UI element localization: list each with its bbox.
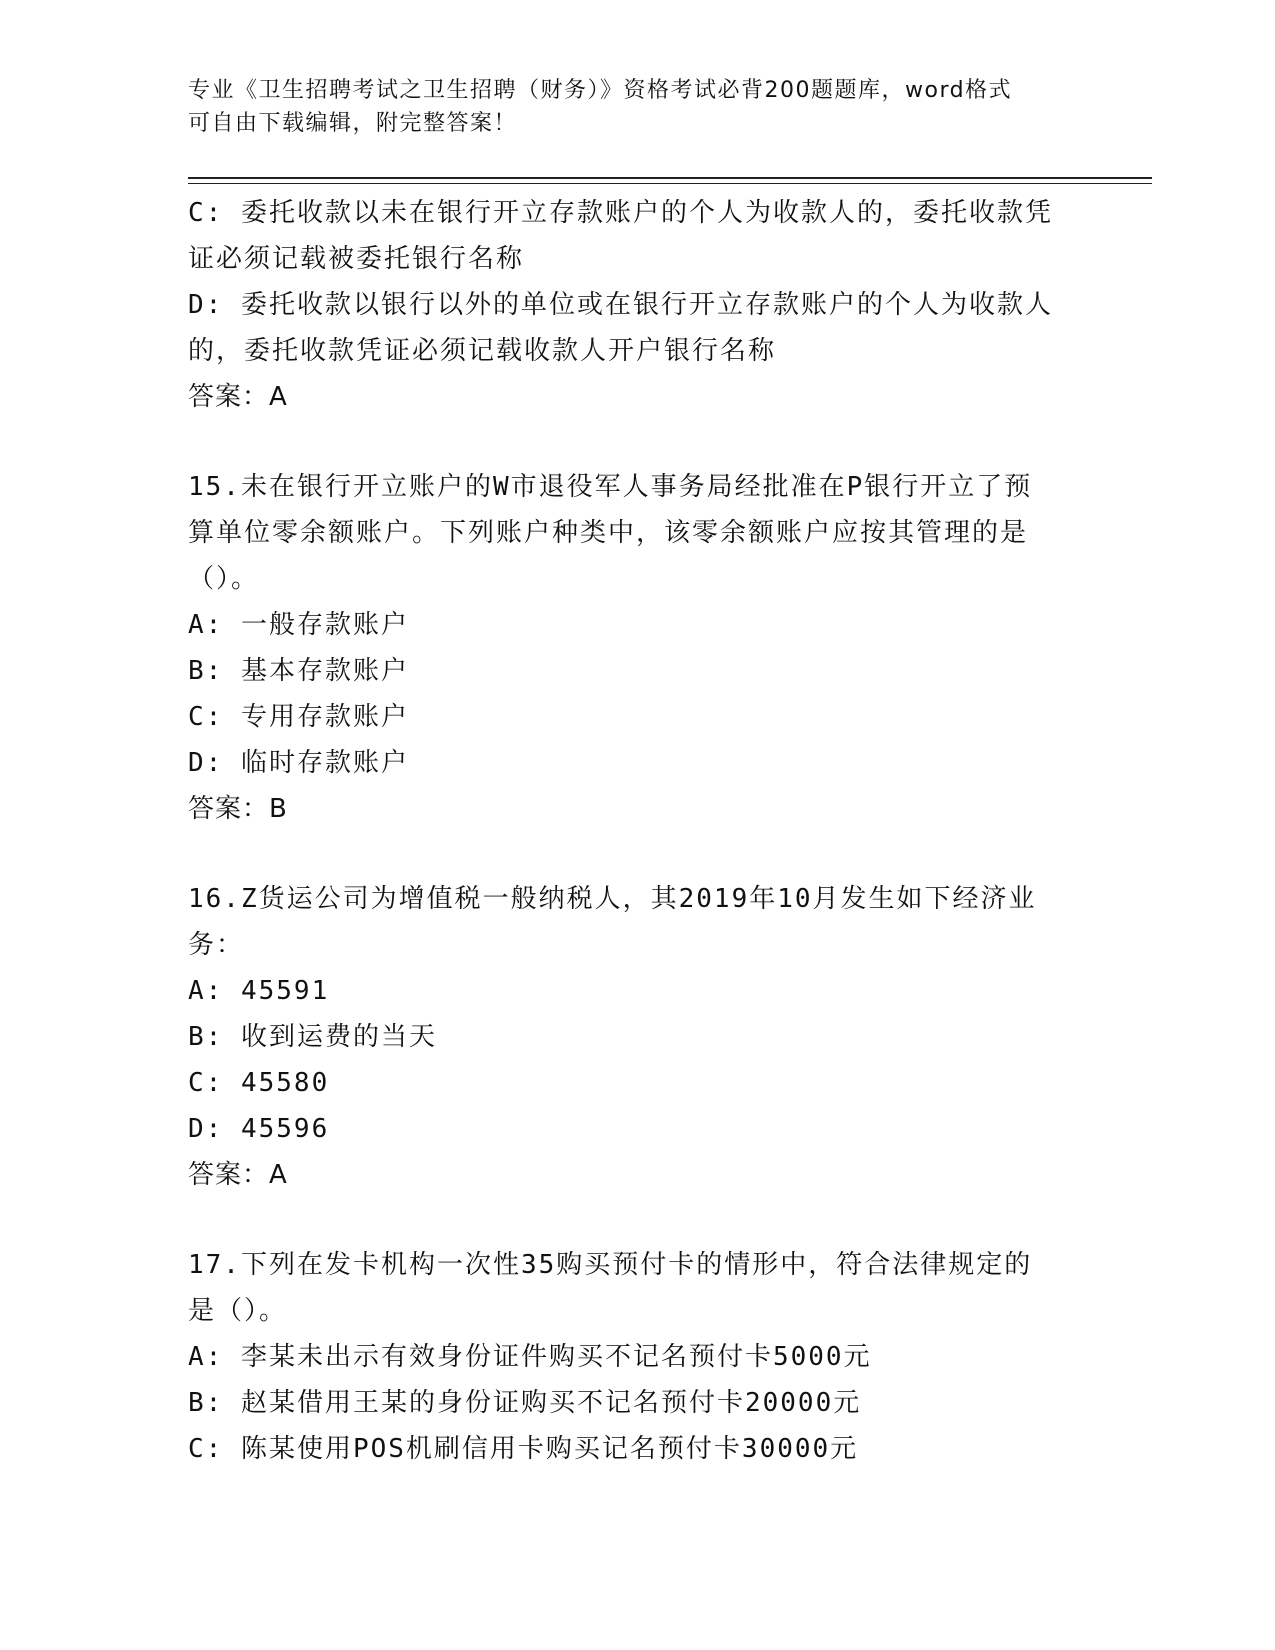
- q16-stem-line-1: 16.Z货运公司为增值税一般纳税人，其2019年10月发生如下经济业: [188, 884, 1037, 914]
- q14-option-c-line-2: 证必须记载被委托银行名称: [188, 244, 525, 274]
- question-15: [188, 464, 1088, 832]
- document-header: [188, 74, 1068, 140]
- q15-option-d: D: 临时存款账户: [188, 748, 409, 778]
- q14-option-c-line-1: C: 委托收款以未在银行开立存款账户的个人为收款人的，委托收款凭: [188, 198, 1053, 228]
- document-body: [188, 190, 1088, 1472]
- q15-stem-line-2: 算单位零余额账户。下列账户种类中，该零余额账户应按其管理的是: [188, 518, 1029, 548]
- q17-option-c: C: 陈某使用POS机刷信用卡购买记名预付卡30000元: [188, 1434, 859, 1464]
- q17-option-b: B: 赵某借用王某的身份证购买不记名预付卡20000元: [188, 1388, 862, 1418]
- q16-option-d: D: 45596: [188, 1114, 330, 1144]
- q14-option-d-line-1: D: 委托收款以银行以外的单位或在银行开立存款账户的个人为收款人: [188, 290, 1053, 320]
- header-divider-thin: [188, 183, 1152, 184]
- q16-answer: 答案：A: [188, 1160, 288, 1190]
- question-14-continued: [188, 190, 1088, 420]
- q15-option-b: B: 基本存款账户: [188, 656, 409, 686]
- header-divider-thick: [188, 177, 1152, 179]
- q15-stem-line-1: 15.未在银行开立账户的W市退役军人事务局经批准在P银行开立了预: [188, 472, 1033, 502]
- header-title-line-1: 专业《卫生招聘考试之卫生招聘（财务）》资格考试必背200题题库，word格式: [188, 78, 1013, 103]
- q16-stem-line-2: 务：: [188, 930, 245, 960]
- q17-option-a: A: 李某未出示有效身份证件购买不记名预付卡5000元: [188, 1342, 872, 1372]
- q15-stem-line-3: （）。: [188, 564, 260, 594]
- q16-option-c: C: 45580: [188, 1068, 330, 1098]
- q15-option-a: A: 一般存款账户: [188, 610, 409, 640]
- q14-answer: 答案：A: [188, 382, 288, 412]
- q14-option-d-line-2: 的，委托收款凭证必须记载收款人开户银行名称: [188, 336, 777, 366]
- q15-answer: 答案：B: [188, 794, 288, 824]
- header-title-line-2: 可自由下载编辑，附完整答案！: [188, 111, 518, 136]
- q17-stem-line-2: 是（）。: [188, 1296, 288, 1326]
- q16-option-b: B: 收到运费的当天: [188, 1022, 437, 1052]
- q17-stem-line-1: 17.下列在发卡机构一次性35购买预付卡的情形中，符合法律规定的: [188, 1250, 1033, 1280]
- q16-option-a: A: 45591: [188, 976, 330, 1006]
- question-17: [188, 1242, 1088, 1472]
- question-16: [188, 876, 1088, 1198]
- q15-option-c: C: 专用存款账户: [188, 702, 409, 732]
